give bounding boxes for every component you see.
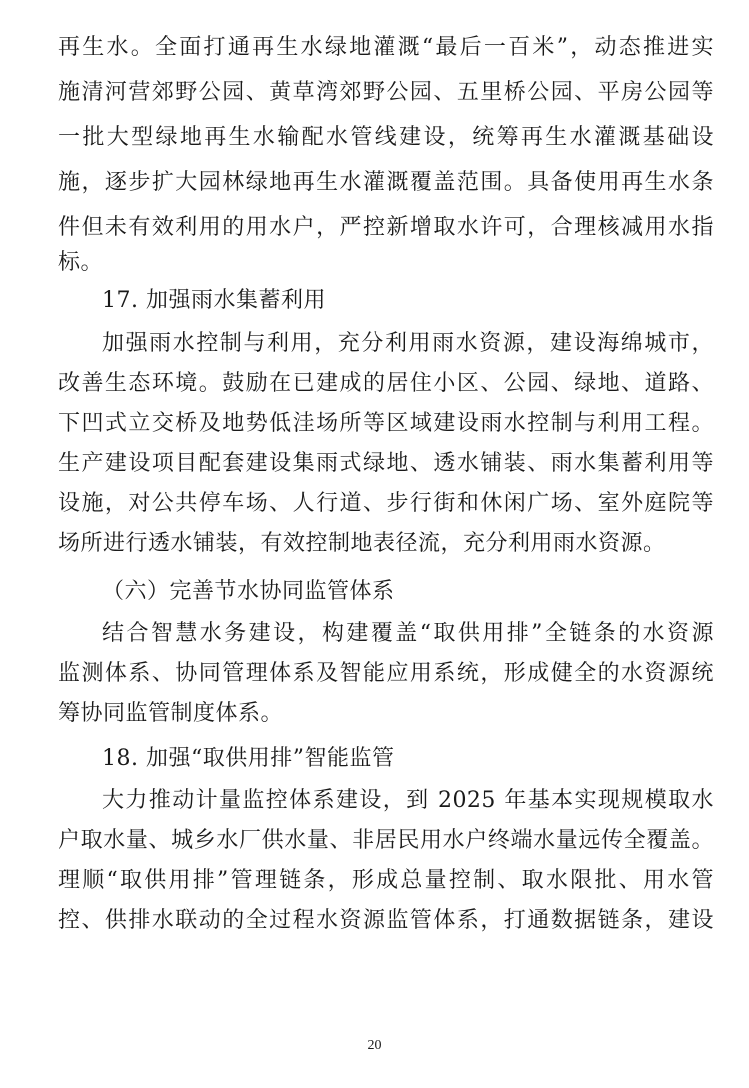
page-number: 20 xyxy=(367,1038,382,1053)
section-heading: 18. 加强“取供用排”智能监管 xyxy=(102,746,395,771)
paragraph-start-line: 大力推动计量监控体系建设，到 2025 年基本实现规模取水 xyxy=(102,788,714,813)
text-line: 再生水。全面打通再生水绿地灌溉“最后一百米”，动态推进实 xyxy=(58,35,714,60)
text-line: 设施，对公共停车场、人行道、步行街和休闲广场、室外庭院等 xyxy=(58,491,714,516)
paragraph-start-line: 加强雨水控制与利用，充分利用雨水资源，建设海绵城市， xyxy=(102,331,714,356)
text-line: 施，逐步扩大园林绿地再生水灌溉覆盖范围。具备使用再生水条 xyxy=(58,170,714,195)
text-line: 筹协同监管制度体系。 xyxy=(58,701,284,726)
text-line: 件但未有效利用的用水户，严控新增取水许可，合理核减用水指 xyxy=(58,215,714,240)
paragraph-start-line: 结合智慧水务建设，构建覆盖“取供用排”全链条的水资源 xyxy=(102,621,714,646)
text-line: 场所进行透水铺装，有效控制地表径流，充分利用雨水资源。 xyxy=(58,531,666,556)
text-line: 生产建设项目配套建设集雨式绿地、透水铺装、雨水集蓄利用等 xyxy=(58,451,714,476)
text-line: 理顺“取供用排”管理链条，形成总量控制、取水限批、用水管 xyxy=(58,868,714,893)
text-line: 户取水量、城乡水厂供水量、非居民用水户终端水量远传全覆盖。 xyxy=(58,828,714,853)
text-line: 下凹式立交桥及地势低洼场所等区域建设雨水控制与利用工程。 xyxy=(58,411,714,436)
text-line: 控、供排水联动的全过程水资源监管体系，打通数据链条，建设 xyxy=(58,908,714,933)
text-line: 监测体系、协同管理体系及智能应用系统，形成健全的水资源统 xyxy=(58,661,714,686)
text-line: 一批大型绿地再生水输配水管线建设，统筹再生水灌溉基础设 xyxy=(58,125,714,150)
text-line: 标。 xyxy=(58,250,104,275)
section-heading: 17. 加强雨水集蓄利用 xyxy=(102,288,326,313)
text-line: 改善生态环境。鼓励在已建成的居住小区、公园、绿地、道路、 xyxy=(58,371,714,396)
text-line: 施清河营郊野公园、黄草湾郊野公园、五里桥公园、平房公园等 xyxy=(58,80,714,105)
section-heading: （六）完善节水协同监管体系 xyxy=(102,579,395,604)
